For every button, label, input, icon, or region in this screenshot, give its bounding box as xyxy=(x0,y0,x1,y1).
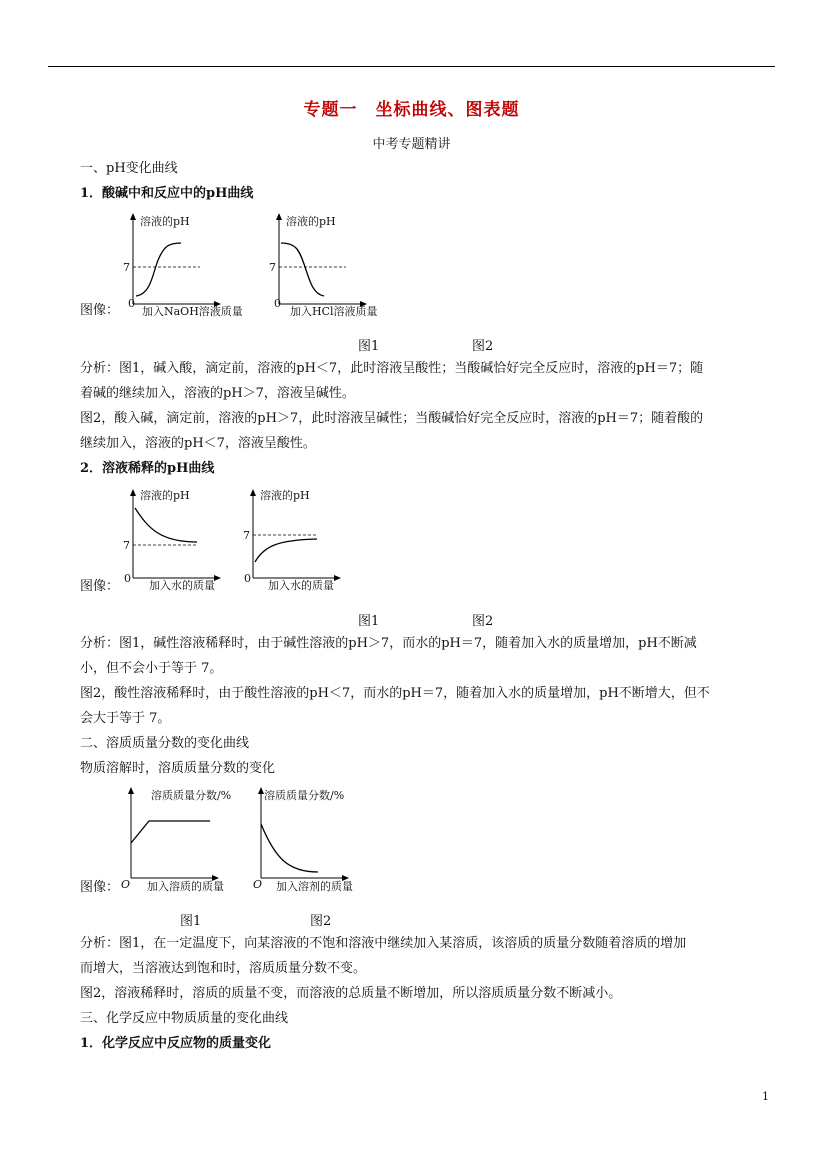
image-label: 图像： xyxy=(80,880,120,895)
paragraph: 图2，酸性溶液稀释时，由于酸性溶液的pH＜7，而水的pH＝7，随着加入水的质量增加，pH不断增大，但不 xyxy=(80,686,710,701)
page-subtitle: 中考专题精讲 xyxy=(372,137,451,152)
axis-label: 溶液的pH xyxy=(140,215,190,228)
origin-label: O xyxy=(121,878,131,891)
axis-label: 溶液的pH xyxy=(140,489,190,502)
section-heading-3: 三、化学反应中物质质量的变化曲线 xyxy=(80,1011,289,1026)
origin-label: 0 xyxy=(244,572,251,585)
figure-caption-2: 图2 xyxy=(472,339,494,354)
subsection-heading-3-1: 1．化学反应中反应物的质量变化 xyxy=(80,1036,272,1051)
axis-label: 溶质质量分数/% xyxy=(264,789,345,802)
figure-caption-1: 图1 xyxy=(358,339,380,354)
axis-label: 溶液的pH xyxy=(286,215,336,228)
paragraph: 分析：图1，在一定温度下，向某溶液的不饱和溶液中继续加入某溶质，该溶质的质量分数随着溶质的增加 xyxy=(80,936,687,951)
neutralization-figure-1 xyxy=(120,212,260,322)
figure-caption-2: 图2 xyxy=(310,914,332,929)
paragraph: 会大于等于 7。 xyxy=(80,711,171,726)
origin-label: 0 xyxy=(124,572,131,585)
paragraph: 而增大，当溶液达到饱和时，溶质质量分数不变。 xyxy=(80,961,367,976)
dilution-figure-1 xyxy=(120,488,260,598)
image-label: 图像： xyxy=(80,303,120,318)
paragraph: 着碱的继续加入，溶液的pH＞7，溶液呈碱性。 xyxy=(80,386,355,401)
axis-label: 加入溶剂的质量 xyxy=(276,880,353,893)
figure-caption-2: 图2 xyxy=(472,614,494,629)
paragraph: 分析：图1，碱性溶液稀释时，由于碱性溶液的pH＞7，而水的pH＝7，随着加入水的质量增加，pH不断减 xyxy=(80,636,697,651)
page-title: 专题一 坐标曲线、图表题 xyxy=(303,100,520,120)
axis-label: 加入HCl溶液质量 xyxy=(290,305,378,318)
section-heading-2: 二、溶质质量分数的变化曲线 xyxy=(80,736,250,751)
tick-label: 7 xyxy=(123,261,130,274)
mass-fraction-figure-1 xyxy=(118,786,258,896)
origin-label: 0 xyxy=(128,297,135,310)
figure-caption-1: 图1 xyxy=(358,614,380,629)
neutralization-figure-2 xyxy=(266,212,406,322)
page-number: 1 xyxy=(762,1090,769,1103)
axis-label: 溶液的pH xyxy=(260,489,310,502)
axis-label: 加入溶质的质量 xyxy=(147,880,224,893)
dilution-figure-2 xyxy=(240,488,380,598)
image-label: 图像： xyxy=(80,579,120,594)
tick-label: 7 xyxy=(243,529,250,542)
figure-caption-1: 图1 xyxy=(180,914,202,929)
paragraph: 继续加入，溶液的pH＜7，溶液呈酸性。 xyxy=(80,436,316,451)
axis-label: 加入水的质量 xyxy=(149,579,215,592)
paragraph: 图2，酸入碱，滴定前，溶液的pH＞7，此时溶液呈碱性；当酸碱恰好完全反应时，溶液的pH＝7；随着酸的 xyxy=(80,411,704,426)
paragraph: 分析：图1，碱入酸，滴定前，溶液的pH＜7，此时溶液呈酸性；当酸碱恰好完全反应时，溶液的pH＝7；随 xyxy=(80,361,704,376)
subsection-heading-1-1: 1．酸碱中和反应中的pH曲线 xyxy=(80,186,254,201)
axis-label: 加入NaOH溶液质量 xyxy=(142,305,243,318)
subsection-heading-1-2: 2．溶液稀释的pH曲线 xyxy=(80,461,215,476)
origin-label: O xyxy=(253,878,263,891)
section-heading-1: 一、pH变化曲线 xyxy=(80,161,178,176)
section-subheading-2: 物质溶解时，溶质质量分数的变化 xyxy=(80,761,276,776)
axis-label: 加入水的质量 xyxy=(268,579,334,592)
origin-label: 0 xyxy=(274,297,281,310)
header-rule xyxy=(48,66,775,67)
axis-label: 溶质质量分数/% xyxy=(151,789,232,802)
paragraph: 图2，溶液稀释时，溶质的质量不变，而溶液的总质量不断增加，所以溶质质量分数不断减小。 xyxy=(80,986,622,1001)
mass-fraction-figure-2 xyxy=(248,786,388,896)
tick-label: 7 xyxy=(123,539,130,552)
tick-label: 7 xyxy=(269,261,276,274)
paragraph: 小，但不会小于等于 7。 xyxy=(80,661,223,676)
